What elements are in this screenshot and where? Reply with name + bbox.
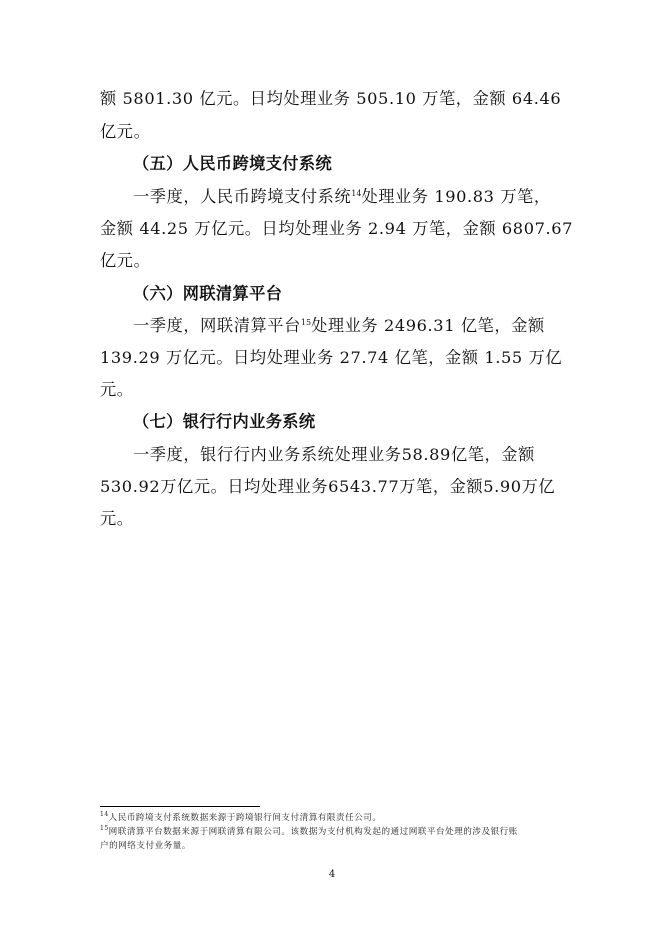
body-text: 额 5801.30 亿元。日均处理业务 505.10 万笔，金额 64.46 xyxy=(100,89,562,108)
paragraph-text: 一季度，人民币跨境支付系统 xyxy=(133,187,352,206)
paragraph-text: 处理业务 190.83 万笔， xyxy=(361,187,551,206)
paragraph-text: 530.92万亿元。日均处理业务6543.77万笔，金额5.90万亿 xyxy=(100,477,556,496)
paragraph-text: 金额 44.25 万亿元。日均处理业务 2.94 万笔，金额 6807.67 xyxy=(100,219,574,238)
section-netsunion-paragraph-line-2 xyxy=(100,347,562,369)
paragraph-text: 一季度，网联清算平台 xyxy=(133,316,301,335)
footnote-number: 15 xyxy=(100,825,109,832)
footnote-text: 户的网络支付业务量。 xyxy=(100,841,191,851)
footnote-text: 网联清算平台数据来源于网联清算有限公司。该数据为支付机构发起的通过网联平台处理的涉及银行账 xyxy=(108,827,518,837)
footnote-14 xyxy=(100,812,381,824)
footnote-separator xyxy=(100,806,260,807)
section-cips-paragraph-line-1 xyxy=(133,186,551,208)
section-netsunion-paragraph-line-1 xyxy=(133,315,545,337)
body-line-continued-end xyxy=(100,121,150,143)
page-number: 4 xyxy=(328,869,336,880)
section-bank-internal-paragraph-line-3 xyxy=(100,508,134,530)
paragraph-text: 139.29 万亿元。日均处理业务 27.74 亿笔，金额 1.55 万亿 xyxy=(100,348,563,367)
paragraph-text: 元。 xyxy=(100,509,134,528)
section-heading-bank-internal: （七）银行行内业务系统 xyxy=(133,412,316,431)
section-heading-netsunion: （六）网联清算平台 xyxy=(133,284,283,303)
paragraph-text: 一季度，银行行内业务系统处理业务58.89亿笔，金额 xyxy=(133,445,535,464)
section-netsunion-paragraph-line-3 xyxy=(100,379,134,401)
footnote-number: 14 xyxy=(100,811,109,818)
section-heading-cips: （五）人民币跨境支付系统 xyxy=(133,154,333,173)
body-line-continued xyxy=(100,88,561,110)
paragraph-text: 处理业务 2496.31 亿笔，金额 xyxy=(311,316,545,335)
section-bank-internal-paragraph-line-1 xyxy=(133,444,535,466)
footnote-15 xyxy=(100,826,518,838)
paragraph-text: 亿元。 xyxy=(100,251,151,270)
footnote-reference-15[interactable]: 15 xyxy=(300,318,312,327)
body-text: 亿元。 xyxy=(100,122,151,141)
section-bank-internal-paragraph-line-2 xyxy=(100,476,555,498)
section-cips-paragraph-line-2 xyxy=(100,218,573,240)
footnote-15-continued xyxy=(100,840,191,852)
section-cips-paragraph-line-3 xyxy=(100,250,150,272)
paragraph-text: 元。 xyxy=(100,380,134,399)
footnote-text: 人民币跨境支付系统数据来源于跨境银行间支付清算有限责任公司。 xyxy=(108,813,382,823)
footnote-reference-14[interactable]: 14 xyxy=(351,189,362,198)
